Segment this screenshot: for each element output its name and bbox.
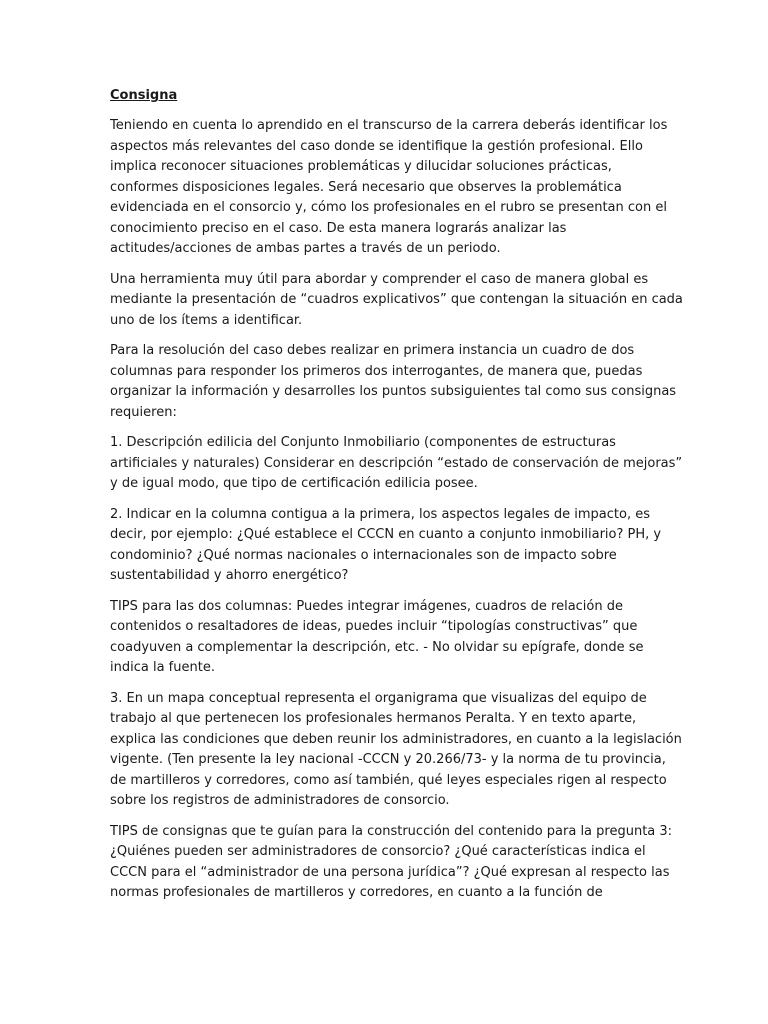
paragraph [110,341,677,423]
paragraph-line: columnas para responder los primeros dos interrogantes, de manera que, puedas [110,363,643,379]
paragraph-line: condominio? ¿Qué normas nacionales o internacionales son de impacto sobre [110,547,617,563]
paragraph-line: TIPS de consignas que te guían para la construcción del contenido para la pregunta 3: [110,823,673,839]
paragraph-line: implica reconocer situaciones problemáticas y dilucidar soluciones prácticas, [110,159,612,174]
document-heading: Consigna [110,88,178,103]
paragraph-line: conformes disposiciones legales. Será necesario que observes la problemática [110,179,622,195]
paragraph-line: y de igual modo, que tipo de certificación edilicia posee. [110,476,478,491]
paragraph-line: sobre los registros de administradores de consorcio. [110,793,450,808]
paragraph-line: Teniendo en cuenta lo aprendido en el transcurso de la carrera deberás identificar los [110,118,668,133]
paragraph-line: de martilleros y corredores, como así también, qué leyes especiales rigen al respecto [110,772,667,788]
document-body [110,116,683,904]
paragraph-line: coadyuven a complementar la descripción, etc. - No olvidar su epígrafe, donde se [110,639,644,655]
paragraph-line: Para la resolución del caso debes realizar en primera instancia un cuadro de dos [110,343,635,358]
paragraph-line: sustentabilidad y ahorro energético? [110,568,349,583]
paragraph-line: 2. Indicar en la columna contigua a la primera, los aspectos legales de impacto, es [110,506,651,522]
paragraph-line: Una herramienta muy útil para abordar y comprender el caso de manera global es [110,271,649,287]
paragraph-line: 1. Descripción edilicia del Conjunto Inmobiliario (componentes de estructuras [110,435,616,450]
paragraph [110,822,673,904]
paragraph-line: explica las condiciones que deben reunir los administradores, en cuanto a la legislación [110,731,682,747]
paragraph-line: TIPS para las dos columnas: Puedes integrar imágenes, cuadros de relación de [110,598,623,614]
paragraph-line: evidenciada en el consorcio y, cómo los profesionales en el rubro se presentan con el [110,200,667,215]
paragraph [110,597,662,679]
paragraph-line: 3. En un mapa conceptual representa el organigrama que visualizas del equipo de [110,690,647,706]
paragraph-line: conocimiento preciso en el caso. De esta manera lograrás analizar las [110,220,567,236]
paragraph-line: normas profesionales de martilleros y corredores, en cuanto a la función de [110,885,603,900]
paragraph-line: decir, por ejemplo: ¿Qué establece el CCCN en cuanto a conjunto inmobiliario? PH, y [110,527,662,542]
paragraph [110,505,662,587]
paragraph [110,689,682,812]
paragraph-line: trabajo al que pertenecen los profesionales hermanos Peralta. Y en texto aparte, [110,711,637,726]
paragraph-line: aspectos más relevantes del caso donde se identifique la gestión profesional. Ello [110,138,643,154]
paragraph-line: actitudes/acciones de ambas partes a través de un periodo. [110,241,501,256]
paragraph-line: contenidos o resaltadores de ideas, puedes incluir “tipologías constructivas” que [110,619,638,634]
paragraph [110,270,683,332]
paragraph-line: uno de los ítems a identificar. [110,312,303,328]
paragraph-line: ¿Quiénes pueden ser administradores de consorcio? ¿Qué características indica el [110,844,646,859]
paragraph [110,433,683,495]
paragraph-line: indica la fuente. [110,660,215,675]
paragraph-line: vigente. (Ten presente la ley nacional -CCCN y 20.266/73- y la norma de tu provincia, [110,752,666,767]
paragraph [110,116,668,260]
paragraph-line: requieren: [110,404,177,420]
paragraph-line: CCCN para el “administrador de una persona jurídica”? ¿Qué expresan al respecto las [110,864,670,880]
paragraph-line: artificiales y naturales) Considerar en descripción “estado de conservación de mejoras” [110,455,683,471]
paragraph-line: organizar la información y desarrolles los puntos subsiguientes tal como sus consignas [110,384,677,399]
document-page [110,86,683,914]
paragraph-line: mediante la presentación de “cuadros explicativos” que contengan la situación en cada [110,292,683,307]
